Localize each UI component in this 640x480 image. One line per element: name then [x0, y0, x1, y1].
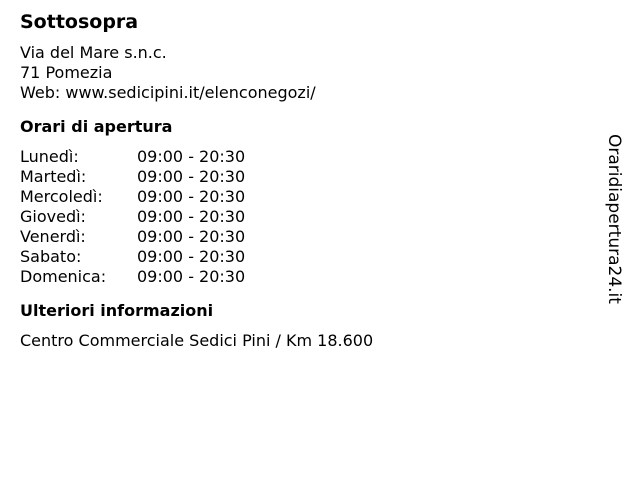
store-info-card: [20, 10, 590, 351]
hours-row-tuesday: [20, 167, 590, 187]
additional-info-text: Centro Commerciale Sedici Pini / Km 18.600: [20, 331, 374, 350]
hours-row-saturday: [20, 247, 590, 267]
time-range: 09:00 - 20:30: [137, 187, 246, 206]
day-label: Domenica:: [20, 267, 107, 286]
time-range: 09:00 - 20:30: [137, 147, 246, 166]
day-label: Giovedì:: [20, 207, 86, 226]
opening-hours-heading: Orari di apertura: [20, 117, 173, 136]
hours-row-monday: [20, 147, 590, 167]
address-street: Via del Mare s.n.c.: [20, 43, 167, 62]
time-range: 09:00 - 20:30: [137, 167, 246, 186]
hours-row-thursday: [20, 207, 590, 227]
day-label: Mercoledì:: [20, 187, 103, 206]
hours-row-wednesday: [20, 187, 590, 207]
day-label: Martedì:: [20, 167, 87, 186]
time-range: 09:00 - 20:30: [137, 267, 246, 286]
hours-row-friday: [20, 227, 590, 247]
day-label: Venerdì:: [20, 227, 86, 246]
address-city: 71 Pomezia: [20, 63, 113, 82]
day-label: Sabato:: [20, 247, 82, 266]
time-range: 09:00 - 20:30: [137, 227, 246, 246]
hours-row-sunday: [20, 267, 590, 287]
additional-info-heading: Ulteriori informazioni: [20, 301, 214, 320]
day-label: Lunedì:: [20, 147, 79, 166]
time-range: 09:00 - 20:30: [137, 207, 246, 226]
time-range: 09:00 - 20:30: [137, 247, 246, 266]
site-watermark: Oraridiapertura24.it: [604, 134, 624, 304]
store-name: Sottosopra: [20, 11, 139, 33]
website-line: Web: www.sedicipini.it/elenconegozi/: [20, 83, 316, 102]
opening-hours-list: [20, 147, 590, 287]
